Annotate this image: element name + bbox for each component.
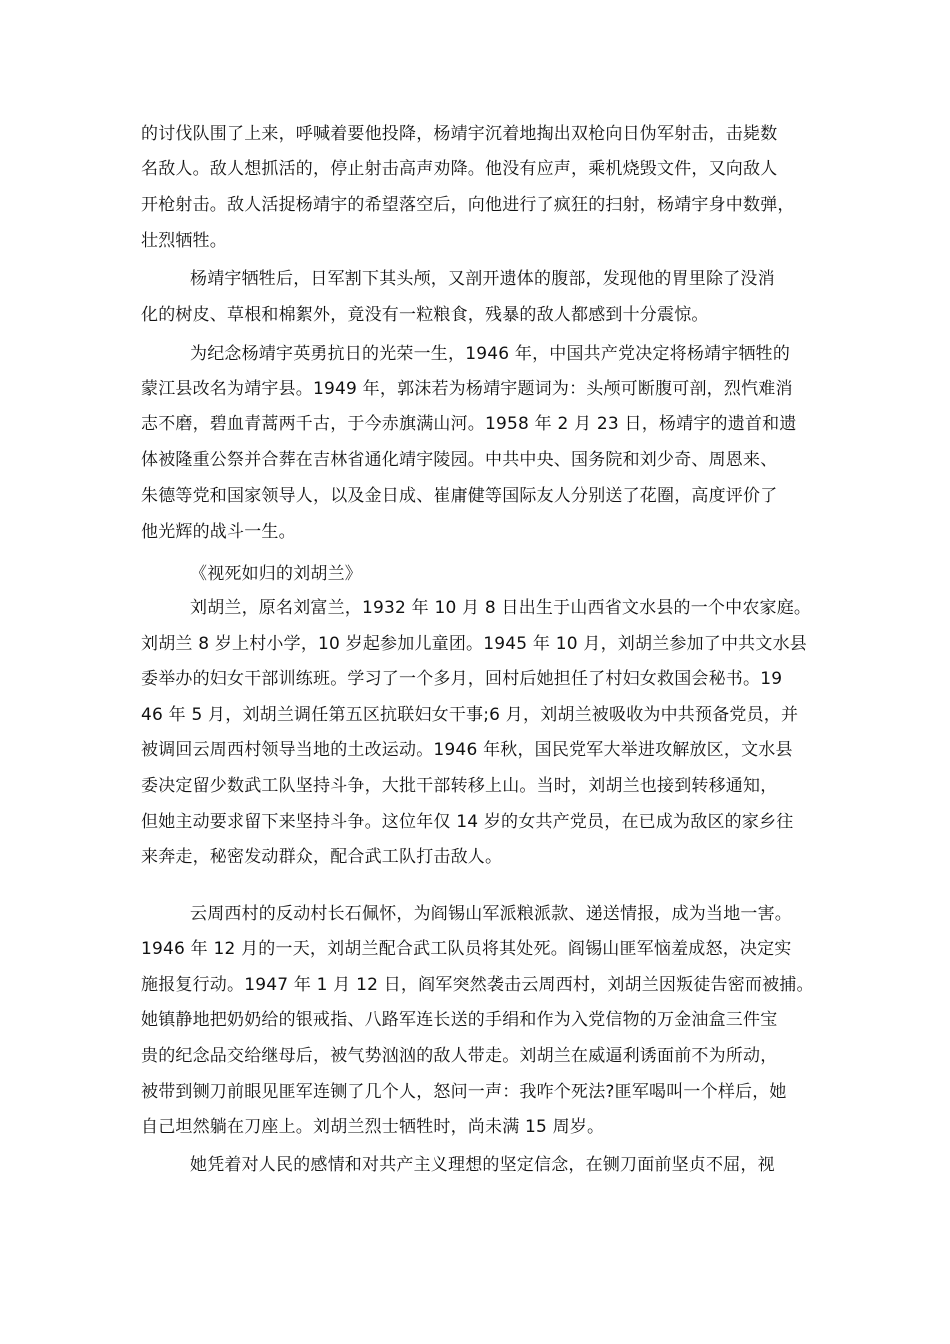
text-line: 来奔走，秘密发动群众，配合武工队打击敌人。 xyxy=(141,847,503,867)
text-line: 委决定留少数武工队坚持斗争，大批干部转移上山。当时，刘胡兰也接到转移通知， xyxy=(141,776,778,796)
text-line: 的讨伐队围了上来，呼喊着要他投降，杨靖宇沉着地掏出双枪向日伪军射击，击毙数 xyxy=(141,124,778,144)
text-line: 名敌人。敌人想抓活的，停止射击高声劝降。他没有应声，乘机烧毁文件，又向敌人 xyxy=(141,159,778,179)
text-line: 云周西村的反动村长石佩怀，为阎锡山军派粮派款、递送情报，成为当地一害。 xyxy=(190,904,792,924)
text-line: 志不磨，碧血青蒿两千古，于今赤旗满山河。1958 年 2 月 23 日，杨靖宇的遗首和遗 xyxy=(141,414,797,434)
text-line: 开枪射击。敌人活捉杨靖宇的希望落空后，向他进行了疯狂的扫射，杨靖宇身中数弹， xyxy=(141,195,795,215)
text-line: 但她主动要求留下来坚持斗争。这位年仅 14 岁的女共产党员，在已成为敌区的家乡往 xyxy=(141,812,794,832)
section-title: 《视死如归的刘胡兰》 xyxy=(190,564,362,584)
text-line: 他光辉的战斗一生。 xyxy=(141,522,296,542)
text-line: 她凭着对人民的感情和对共产主义理想的坚定信念，在铡刀面前坚贞不屈，视 xyxy=(190,1155,775,1175)
text-line: 贵的纪念品交给继母后，被气势汹汹的敌人带走。刘胡兰在威逼利诱面前不为所动， xyxy=(141,1046,778,1066)
text-line: 蒙江县改名为靖宇县。1949 年，郭沫若为杨靖宇题词为：头颅可断腹可剖，烈忾难消 xyxy=(141,379,793,399)
text-line: 为纪念杨靖宇英勇抗日的光荣一生，1946 年，中国共产党决定将杨靖宇牺牲的 xyxy=(190,344,791,364)
text-line: 化的树皮、草根和棉絮外，竟没有一粒粮食，残暴的敌人都感到十分震惊。 xyxy=(141,305,709,325)
text-line: 委举办的妇女干部训练班。学习了一个多月，回村后她担任了村妇女救国会秘书。19 xyxy=(141,669,783,689)
text-line: 体被隆重公祭并合葬在吉林省通化靖宇陵园。中共中央、国务院和刘少奇、周恩来、 xyxy=(141,450,778,470)
text-line: 施报复行动。1947 年 1 月 12 日，阎军突然袭击云周西村，刘胡兰因叛徒告密而被捕。 xyxy=(141,975,814,995)
text-line: 被带到铡刀前眼见匪军连铡了几个人，怒问一声：我咋个死法?匪军喝叫一个样后，她 xyxy=(141,1082,787,1102)
text-line: 朱德等党和国家领导人，以及金日成、崔庸健等国际友人分别送了花圈，高度评价了 xyxy=(141,486,778,506)
text-line: 被调回云周西村领导当地的土改运动。1946 年秋，国民党军大举进攻解放区，文水县 xyxy=(141,740,793,760)
text-line: 刘胡兰 8 岁上村小学，10 岁起参加儿童团。1945 年 10 月，刘胡兰参加了中共文水县 xyxy=(141,634,807,654)
text-line: 1946 年 12 月的一天，刘胡兰配合武工队员将其处死。阎锡山匪军恼羞成怒，决定实 xyxy=(141,939,792,959)
text-line: 自己坦然躺在刀座上。刘胡兰烈士牺牲时，尚未满 15 周岁。 xyxy=(141,1117,605,1137)
text-line: 壮烈牺牲。 xyxy=(141,231,227,251)
text-line: 杨靖宇牺牲后，日军割下其头颅，又剖开遗体的腹部，发现他的胃里除了没消 xyxy=(190,269,775,289)
text-line: 刘胡兰，原名刘富兰，1932 年 10 月 8 日出生于山西省文水县的一个中农家庭。 xyxy=(190,598,812,618)
text-line: 她镇静地把奶奶给的银戒指、八路军连长送的手绢和作为入党信物的万金油盒三件宝 xyxy=(141,1010,778,1030)
text-line: 46 年 5 月，刘胡兰调任第五区抗联妇女干事;6 月，刘胡兰被吸收为中共预备党员，并 xyxy=(141,705,799,725)
